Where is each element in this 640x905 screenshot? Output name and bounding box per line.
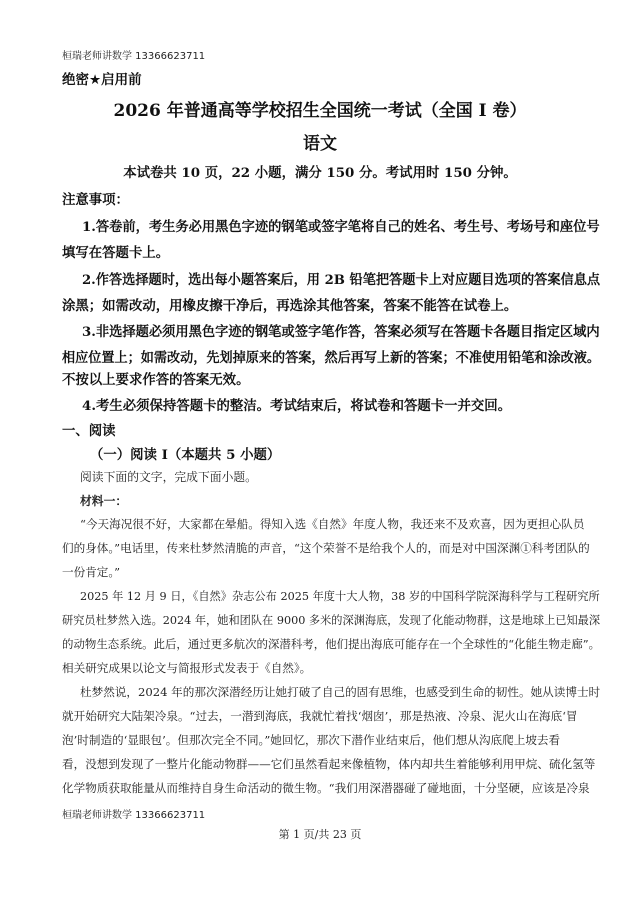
paragraph-line: 的动物生态系统。此后，通过更多航次的深潜科考，他们提出海底可能存在一个全球性的“化能生物走廊”。 — [62, 637, 601, 651]
instruction: 阅读下面的文字，完成下面小题。 — [80, 470, 257, 484]
paragraph-line: 们的身体。”电话里，传来杜梦然清脆的声音，“这个荣誉不是给我个人的，而是对中国深渊①科考团队的 — [62, 541, 590, 555]
paragraph-line: 杜梦然说，2024 年的那次深潜经历让她打破了自己的固有思维，也感受到生命的韧性。她从读博士时 — [80, 685, 601, 699]
paragraph-line: 研究员杜梦然入选。2024 年，她和团队在 9000 多米的深渊海底，发现了化能动物群，这是地球上已知最深 — [62, 613, 601, 627]
note-line: 涂黑；如需改动，用橡皮擦干净后，再选涂其他答案，答案不能答在试卷上。 — [62, 298, 518, 314]
material-label: 材料一： — [80, 494, 128, 508]
paragraph-line: 泡’时制造的‘显眼包’。但那次完全不同。”她回忆，那次下潜作业结束后，他们想从沟底爬上坡去看 — [62, 733, 561, 747]
paragraph-line: “今天海况很不好，大家都在晕船。得知入选《自然》年度人物，我还来不及欢喜，因为更担心队员 — [80, 517, 585, 531]
note-line: 2.作答选择题时，选出每小题答案后，用 2B 铅笔把答题卡上对应题目选项的答案信息点 — [82, 272, 601, 288]
note-line: 3.非选择题必须用黑色字迹的钢笔或签字笔作答，答案必须写在答题卡各题目指定区域内 — [82, 324, 600, 340]
note-line: 填写在答题卡上。 — [62, 245, 170, 261]
note-line: 相应位置上；如需改动，先划掉原来的答案，然后再写上新的答案；不准使用铅笔和涂改液。 — [62, 350, 601, 366]
paragraph-line: 一份肯定。” — [62, 565, 121, 579]
subject-title: 语文 — [303, 134, 337, 154]
note-line: 4.考生必须保持答题卡的整洁。考试结束后，将试卷和答题卡一并交回。 — [82, 398, 512, 414]
subsection-heading: （一）阅读 I（本题共 5 小题） — [90, 447, 281, 463]
exam-title: 2026 年普通高等学校招生全国统一考试（全国 I 卷） — [113, 101, 527, 121]
paragraph-line: 相关研究成果以论文与简报形式发表于《自然》。 — [62, 661, 312, 675]
watermark-bottom: 桓瑞老师讲数学 13366623711 — [62, 810, 206, 821]
section-heading: 一、阅读 — [62, 423, 116, 439]
watermark-top: 桓瑞老师讲数学 13366623711 — [62, 51, 206, 62]
paragraph-line: 2025 年 12 月 9 日，《自然》杂志公布 2025 年度十大人物，38 岁的中国科学院深海科学与工程研究所 — [80, 589, 600, 603]
note-line: 不按以上要求作答的答案无效。 — [62, 372, 250, 388]
paragraph-line: 看，没想到发现了一整片化能动物群——它们虽然看起来像植物，体内却共生着能够利用甲烷、硫化氢等 — [62, 757, 596, 771]
notes-heading: 注意事项： — [62, 192, 129, 208]
paragraph-line: 化学物质获取能量从而维持自身生命活动的微生物。“我们用深潜器碰了碰地面，十分坚硬，应该是冷泉 — [62, 781, 590, 795]
page-number: 第 1 页/共 23 页 — [278, 828, 362, 841]
exam-info: 本试卷共 10 页，22 小题，满分 150 分。考试用时 150 分钟。 — [123, 165, 517, 181]
paragraph-line: 就开始研究大陆架冷泉。“过去，一潜到海底，我就忙着找‘烟囱’，那是热液、冷泉、泥火山在海底‘冒 — [62, 709, 578, 723]
note-line: 1.答卷前，考生务必用黑色字迹的钢笔或签字笔将自己的姓名、考生号、考场号和座位号 — [82, 219, 600, 235]
secret-label: 绝密★启用前 — [62, 72, 142, 88]
